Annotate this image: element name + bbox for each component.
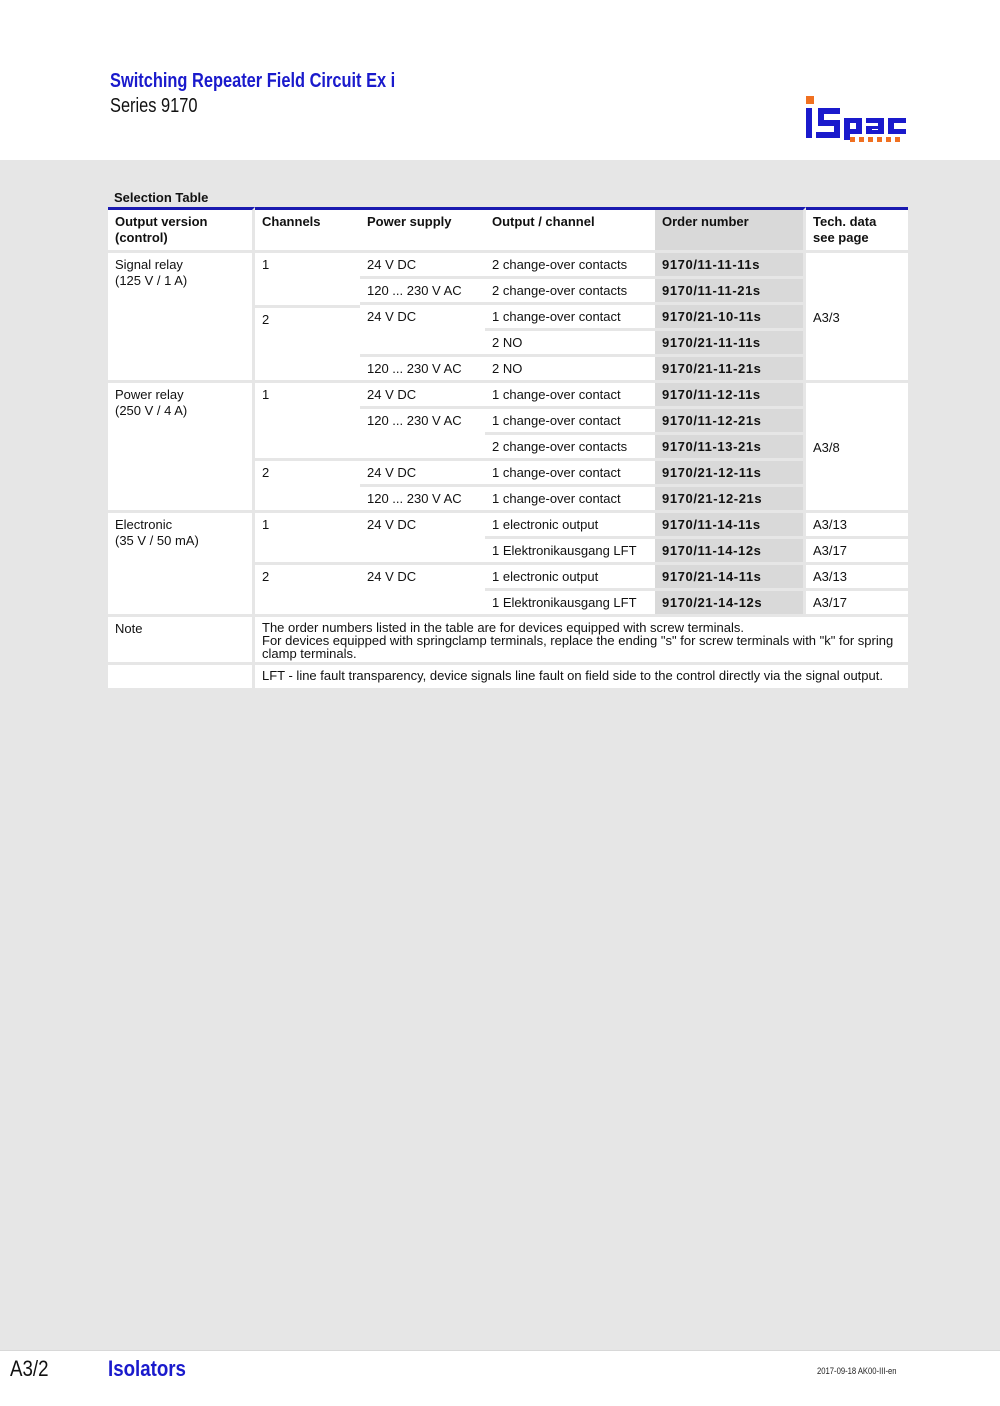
section-name: Isolators [108,1356,186,1381]
order-number-cell: 9170/11-11-11s [655,253,806,279]
tech-data-cell: A3/13 [806,565,908,591]
output-cell: 1 change-over contact [485,305,655,331]
document-title: Switching Repeater Field Circuit Ex i [110,70,396,92]
output-cell: 1 change-over contact [485,409,655,435]
table-row [108,383,908,409]
output-cell: 2 NO [485,357,655,383]
table-row [108,253,908,279]
channels-cell: 2 [255,461,360,513]
output-cell: 2 change-over contacts [485,279,655,305]
output-cell: 1 change-over contact [485,383,655,409]
order-number-cell: 9170/21-14-12s [655,591,806,617]
note-row [108,617,908,665]
order-number-cell: 9170/21-12-11s [655,461,806,487]
power-supply-cell: 24 V DC [360,383,485,409]
tech-data-cell: A3/3 [806,253,908,383]
output-cell: 2 change-over contacts [485,253,655,279]
page-number: A3/2 [10,1356,49,1381]
note-text: The order numbers listed in the table are for devices equipped with screw terminals. For devices equipped with springclamp terminals, replace the ending "s" for screw terminals with "k" for spring clamp terminals. [255,617,908,665]
channels-cell: 1 [255,513,360,565]
order-number-cell: 9170/21-12-21s [655,487,806,513]
order-number-cell: 9170/11-14-11s [655,513,806,539]
table-caption: Selection Table [114,190,209,205]
power-supply-cell: 120 ... 230 V AC [360,409,485,461]
order-number-cell: 9170/11-13-21s [655,435,806,461]
order-number-cell: 9170/11-12-11s [655,383,806,409]
power-supply-cell: 24 V DC [360,565,485,617]
column-header-channels: Channels [255,207,360,253]
column-header-order-number: Order number [655,207,806,253]
power-supply-cell: 24 V DC [360,513,485,565]
order-number-cell: 9170/11-11-21s [655,279,806,305]
output-cell: 1 change-over contact [485,487,655,513]
table-row [108,513,908,539]
output-cell: 1 change-over contact [485,461,655,487]
output-version-cell: Power relay (250 V / 4 A) [108,383,255,513]
column-header-tech-data: Tech. data see page [806,207,908,253]
output-cell: 1 Elektronikausgang LFT [485,591,655,617]
tech-data-cell: A3/13 [806,513,908,539]
output-version-cell: Electronic (35 V / 50 mA) [108,513,255,617]
document-subtitle: Series 9170 [110,95,198,117]
power-supply-cell: 120 ... 230 V AC [360,487,485,513]
column-header-output-channel: Output / channel [485,207,655,253]
ispac-logo [804,96,908,144]
power-supply-cell: 24 V DC [360,253,485,279]
output-cell: 1 electronic output [485,513,655,539]
order-number-cell: 9170/21-11-11s [655,331,806,357]
note-row [108,665,908,691]
note-label-empty [108,665,255,691]
tech-data-cell: A3/8 [806,383,908,513]
output-cell: 1 electronic output [485,565,655,591]
column-header-output-version: Output version (control) [108,207,255,253]
page-header [0,0,1000,160]
document-code: 2017-09-18 AK00-III-en [817,1366,897,1376]
order-number-cell: 9170/21-10-11s [655,305,806,331]
power-supply-cell: 120 ... 230 V AC [360,279,485,305]
output-cell: 2 NO [485,331,655,357]
power-supply-cell: 24 V DC [360,461,485,487]
output-cell: 2 change-over contacts [485,435,655,461]
tech-data-cell: A3/17 [806,539,908,565]
tech-data-cell: A3/17 [806,591,908,617]
note-label: Note [108,617,255,665]
column-header-power-supply: Power supply [360,207,485,253]
output-cell: 1 Elektronikausgang LFT [485,539,655,565]
power-supply-cell: 24 V DC [360,305,485,357]
channels-cell: 2 [255,565,360,617]
order-number-cell: 9170/11-14-12s [655,539,806,565]
power-supply-cell: 120 ... 230 V AC [360,357,485,383]
channels-cell: 2 [255,305,360,383]
note-text-lft: LFT - line fault transparency, device signals line fault on field side to the control directly via the signal output. [255,665,908,691]
output-version-cell: Signal relay (125 V / 1 A) [108,253,255,383]
channels-cell: 1 [255,253,360,305]
selection-table [108,207,908,691]
order-number-cell: 9170/21-14-11s [655,565,806,591]
order-number-cell: 9170/21-11-21s [655,357,806,383]
table-header-row [108,207,908,253]
order-number-cell: 9170/11-12-21s [655,409,806,435]
channels-cell: 1 [255,383,360,461]
